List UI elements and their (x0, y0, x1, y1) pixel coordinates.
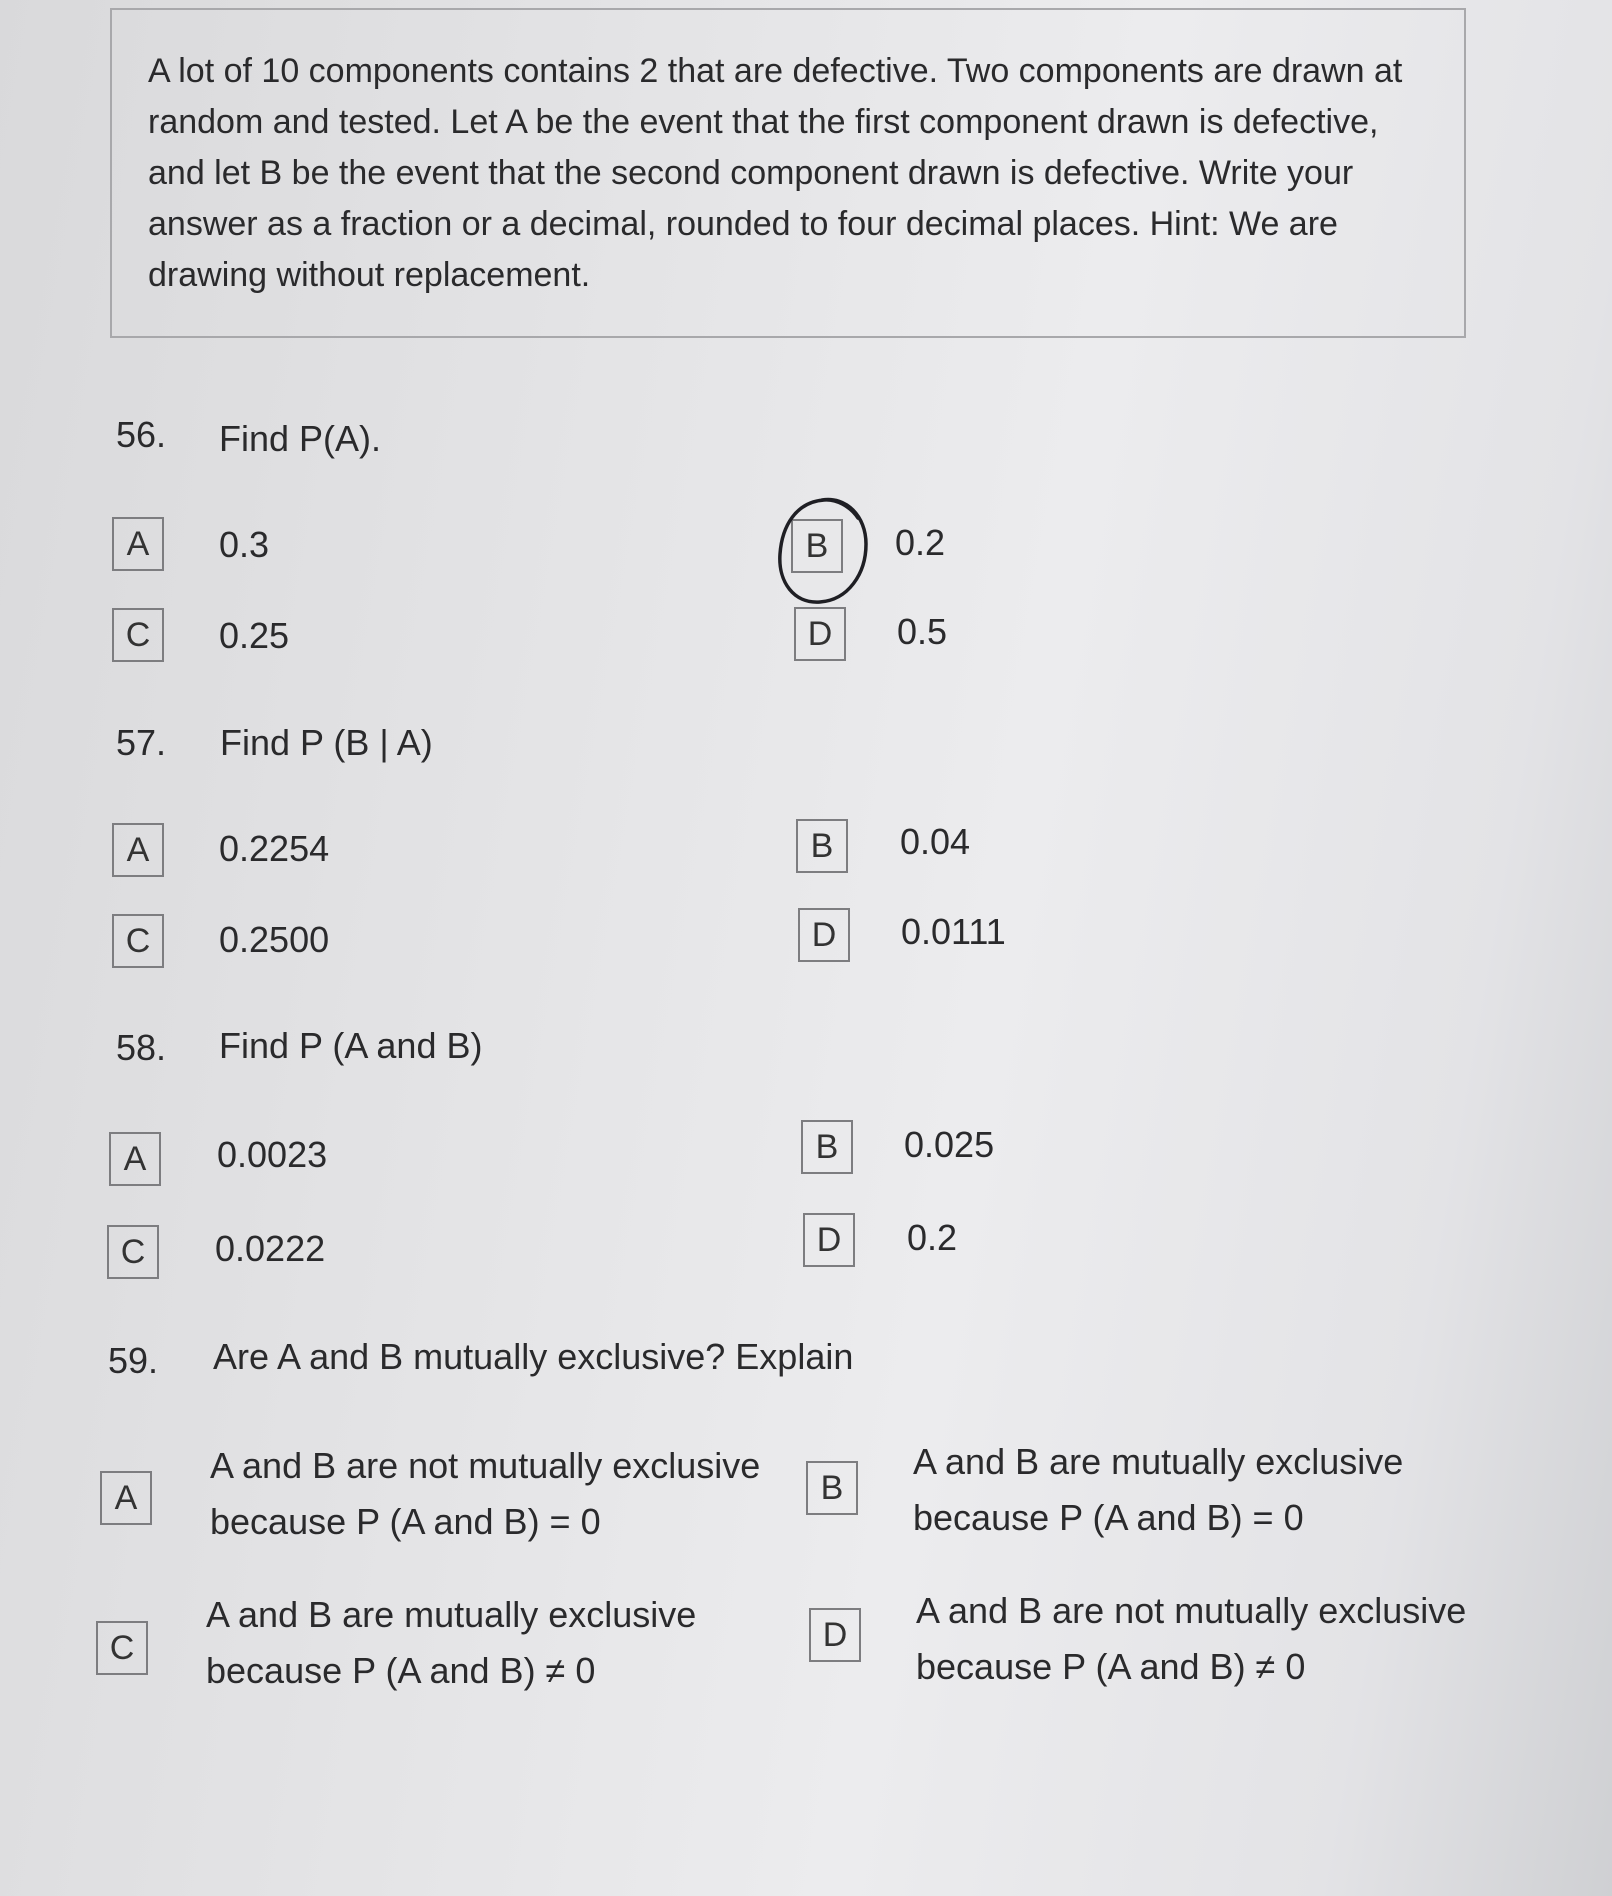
q59-option-d-box[interactable]: D (809, 1608, 861, 1662)
q59-option-b-line1: A and B are mutually exclusive (913, 1441, 1404, 1482)
q58-option-d-value: 0.2 (907, 1217, 958, 1258)
q56-option-d-box[interactable]: D (794, 607, 846, 661)
q58-option-c-value: 0.0222 (215, 1228, 326, 1269)
q59-option-c-box[interactable]: C (96, 1621, 148, 1675)
q57-option-d-box[interactable]: D (798, 908, 850, 962)
q57-option-a-box[interactable]: A (112, 823, 164, 877)
q59-option-a-line1: A and B are not mutually exclusive (210, 1445, 761, 1486)
q59-option-a-line2: because P (A and B) = 0 (210, 1501, 601, 1542)
q59-option-b-box[interactable]: B (806, 1461, 858, 1515)
q58-option-c-box[interactable]: C (107, 1225, 159, 1279)
q59-option-d-line1: A and B are not mutually exclusive (916, 1590, 1467, 1631)
question-58-text: Find P (A and B) (219, 1025, 483, 1066)
q56-option-b-value: 0.2 (895, 522, 946, 563)
q59-option-b-line2: because P (A and B) = 0 (913, 1497, 1304, 1538)
q59-option-a-box[interactable]: A (100, 1471, 152, 1525)
q57-option-c-value: 0.2500 (219, 919, 330, 960)
q59-option-c-line2: because P (A and B) ≠ 0 (206, 1650, 596, 1691)
question-56-text: Find P(A). (219, 418, 382, 459)
q57-option-a-value: 0.2254 (219, 828, 330, 869)
q58-option-d-box[interactable]: D (803, 1213, 855, 1267)
q58-option-b-box[interactable]: B (801, 1120, 853, 1174)
q56-option-b-box[interactable]: B (791, 519, 843, 573)
q59-option-c-line1: A and B are mutually exclusive (206, 1594, 697, 1635)
q57-option-b-box[interactable]: B (796, 819, 848, 873)
q58-option-a-box[interactable]: A (109, 1132, 161, 1186)
q56-option-d-value: 0.5 (897, 611, 948, 652)
handwritten-circle-mark (774, 494, 874, 608)
q57-option-d-value: 0.0111 (901, 911, 1006, 952)
q59-option-d-text (916, 1583, 1466, 1695)
question-56-number: 56. (116, 414, 167, 455)
question-59-text: Are A and B mutually exclusive? Explain (213, 1336, 854, 1377)
question-57-number: 57. (116, 722, 167, 763)
q56-option-a-box[interactable]: A (112, 517, 164, 571)
q56-option-c-box[interactable]: C (112, 608, 164, 662)
q56-option-a-value: 0.3 (219, 524, 270, 565)
question-59-number: 59. (108, 1340, 159, 1381)
q58-option-a-value: 0.0023 (217, 1134, 328, 1175)
q59-option-c-text (206, 1587, 696, 1699)
q56-option-c-value: 0.25 (219, 615, 290, 656)
problem-statement-text: A lot of 10 components contains 2 that are defective. Two components are drawn at random and tested. Let A be the event that the first component drawn is defective, and let B be the event that the second component drawn is defective. Write your answer as a fraction or a decimal, rounded to four decimal places. Hint: We are drawing without replacement. (148, 52, 1403, 294)
question-57-text: Find P (B | A) (220, 722, 433, 763)
q59-option-b-text (913, 1434, 1403, 1546)
question-58-number: 58. (116, 1027, 167, 1068)
q59-option-a-text (210, 1438, 760, 1550)
q57-option-c-box[interactable]: C (112, 914, 164, 968)
q59-option-d-line2: because P (A and B) ≠ 0 (916, 1646, 1306, 1687)
q58-option-b-value: 0.025 (904, 1124, 995, 1165)
problem-statement-box (110, 8, 1466, 338)
q57-option-b-value: 0.04 (900, 821, 971, 862)
